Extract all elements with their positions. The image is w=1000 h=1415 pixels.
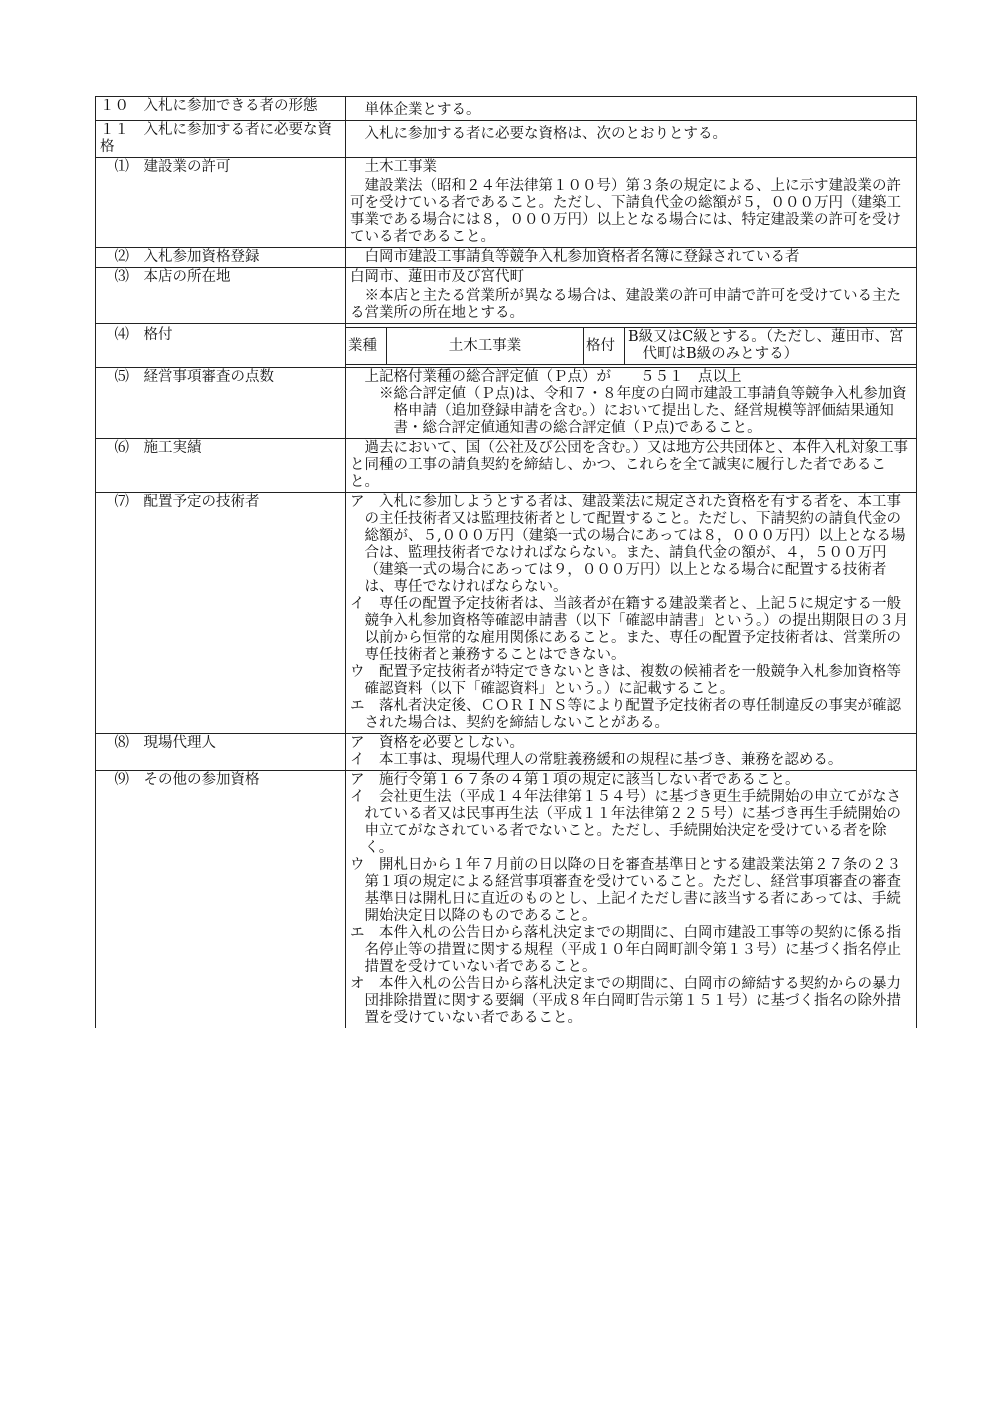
- label-cell: [96, 121, 346, 158]
- row-text: 単体企業とする。: [364, 102, 481, 118]
- label-cell: [96, 248, 346, 268]
- content-cell: [346, 368, 917, 439]
- content-cell: [346, 771, 917, 1029]
- list-item: オ 本件入札の公告日から落札決定までの期間に、白岡市の締結する契約からの暴力団排除措置に関する要綱（平成８年白岡町告示第１５１号）に基づく指名の除外措置を受けていない者であること。: [350, 976, 901, 1026]
- label-cell: [96, 771, 346, 1029]
- row-label: ⑶ 本店の所在地: [114, 269, 231, 285]
- label-cell: [96, 97, 346, 121]
- label-cell: [96, 439, 346, 493]
- score-note: ※総合評定値（Ｐ点)は、令和７・８年度の白岡市建設工事請負等競争入札参加資格申請（追加登録申請を含む。）において提出した、経営規模等評価結果通知書・総合評定値通知書の総合評定値（Ｐ点)であること。: [379, 386, 907, 436]
- content-cell: [346, 158, 917, 178]
- content-cell: [346, 439, 917, 493]
- list-item: イ 本工事は、現場代理人の常駐義務緩和の規程に基づき、兼務を認める。: [350, 752, 843, 768]
- content-cell: [346, 248, 917, 268]
- row-11: [96, 121, 917, 158]
- industry-header: 業種: [346, 328, 387, 365]
- row-text: 入札に参加する者に必要な資格は、次のとおりとする。: [364, 126, 727, 142]
- score-requirement: 上記格付業種の総合評定値（Ｐ点）が ５５１ 点以上: [364, 369, 742, 385]
- content-cell: [346, 324, 917, 368]
- row-head-office-title: [96, 268, 917, 288]
- qualification-document: [95, 96, 917, 1028]
- row-text: ※本店と主たる営業所が異なる場合は、建設業の許可申請で許可を受けている主たる営業所の所在地とする。: [350, 288, 901, 321]
- label-cell: [96, 324, 346, 368]
- rank-header: 格付: [584, 328, 625, 365]
- list-item: イ 会社更生法（平成１４年法律第１５４号）に基づき更生手続開始の申立てがなされている者又は民事再生法（平成１１年法律第２２５号）に基づき再生手続開始の申立てがなされている者でないこと。ただし、手続開始決定を受けている者を除く。: [350, 789, 901, 856]
- content-cell: [346, 493, 917, 734]
- row-label: ⑸ 経営事項審査の点数: [114, 369, 274, 385]
- qualification-table: [95, 96, 917, 1028]
- label-cell: [96, 734, 346, 771]
- row-text: 白岡市建設工事請負等競争入札参加資格者名簿に登録されている者: [364, 249, 800, 265]
- content-cell: [346, 121, 917, 158]
- list-item: エ 本件入札の公告日から落札決定までの期間に、白岡市建設工事等の契約に係る指名停止等の措置に関する規程（平成１０年白岡町訓令第１３号）に基づく指名停止措置を受けていない者であること。: [350, 925, 901, 975]
- industry-value: 土木工事業: [387, 328, 584, 365]
- label-cell: [96, 158, 346, 248]
- row-track-record: [96, 439, 917, 493]
- row-site-agent: [96, 734, 917, 771]
- rank-text: B級又はC級とする。（ただし、蓮田市、宮代町はB級のみとする）: [628, 329, 904, 362]
- content-cell: [346, 734, 917, 771]
- row-label: １１ 入札に参加する者に必要な資格: [100, 122, 332, 155]
- location-list: 白岡市、蓮田市及び宮代町: [350, 269, 524, 285]
- row-business-evaluation: [96, 368, 917, 439]
- list-item: ア 施行令第１６７条の４第１項の規定に該当しない者であること。: [350, 772, 800, 788]
- row-label: ⑹ 施工実績: [114, 440, 202, 456]
- row-10: [96, 97, 917, 121]
- row-label: １０ 入札に参加できる者の形態: [100, 98, 318, 114]
- row-label: ⑴ 建設業の許可: [114, 159, 231, 175]
- rank-subtable: [346, 327, 916, 365]
- list-item: イ 専任の配置予定技術者は、当該者が在籍する建設業者と、上記５に規定する一般競争入札参加資格等確認申請書（以下「確認申請書」という。）の提出期限日の３月以前から恒常的な雇用関係にあること。また、専任の配置予定技術者は、営業所の専任技術者と兼務することはできない。: [350, 596, 909, 663]
- row-text: 過去において、国（公社及び公団を含む。）又は地方公共団体と、本件入札対象工事と同種の工事の請負契約を締結し、かつ、これらを全て誠実に履行した者であること。: [350, 440, 908, 490]
- list-item: ウ 開札日から１年７月前の日以降の日を審査基準日とする建設業法第２７条の２３第１項の規定による経営事項審査を受けていること。ただし、経営事項審査の審査基準日は開札日に直近のものとし、上記イただし書に該当する者にあっては、手続開始決定日以降のものであること。: [350, 857, 901, 924]
- content-cell: [346, 177, 917, 248]
- row-construction-permit-title: [96, 158, 917, 178]
- label-cell: [96, 268, 346, 324]
- content-cell: [346, 97, 917, 121]
- row-other-qualifications: [96, 771, 917, 1029]
- rank-value: [625, 328, 917, 365]
- row-label: ⑻ 現場代理人: [114, 735, 216, 751]
- row-engineer: [96, 493, 917, 734]
- row-label: ⑺ 配置予定の技術者: [114, 494, 260, 510]
- row-label: ⑵ 入札参加資格登録: [114, 249, 260, 265]
- content-cell: [346, 287, 917, 324]
- row-text: 建設業法（昭和２４年法律第１００号）第３条の規定による、上に示す建設業の許可を受けている者であること。ただし、下請負代金の総額が５，０００万円（建築工事業である場合には８，０００万円）以上となる場合には、特定建設業の許可を受けている者であること。: [350, 178, 901, 245]
- row-registration: [96, 248, 917, 268]
- list-item: ア 資格を必要としない。: [350, 735, 524, 751]
- list-item: エ 落札者決定後、ＣＯＲＩＮＳ等により配置予定技術者の専任制違反の事実が確認された場合は、契約を締結しないことがある。: [350, 698, 901, 731]
- permit-type: 土木工事業: [364, 159, 437, 175]
- content-cell: [346, 268, 917, 288]
- row-rank: [96, 324, 917, 368]
- row-label: ⑷ 格付: [114, 327, 173, 343]
- list-item: ウ 配置予定技術者が特定できないときは、複数の候補者を一般競争入札参加資格等確認資料（以下「確認資料」という。）に記載すること。: [350, 664, 901, 697]
- label-cell: [96, 493, 346, 734]
- row-label: ⑼ その他の参加資格: [114, 772, 260, 788]
- label-cell: [96, 368, 346, 439]
- list-item: ア 入札に参加しようとする者は、建設業法に規定された資格を有する者を、本工事の主任技術者又は監理技術者として配置すること。ただし、下請契約の請負代金の総額が、５,０００万円（建築一式の場合にあっては８，０００万円）以上となる場合は、監理技術者でなければならない。また、請負代金の額が、４，５００万円（建築一式の場合にあっては９，０００万円）以上となる場合に配置する技術者は、専任でなければならない。: [350, 494, 906, 595]
